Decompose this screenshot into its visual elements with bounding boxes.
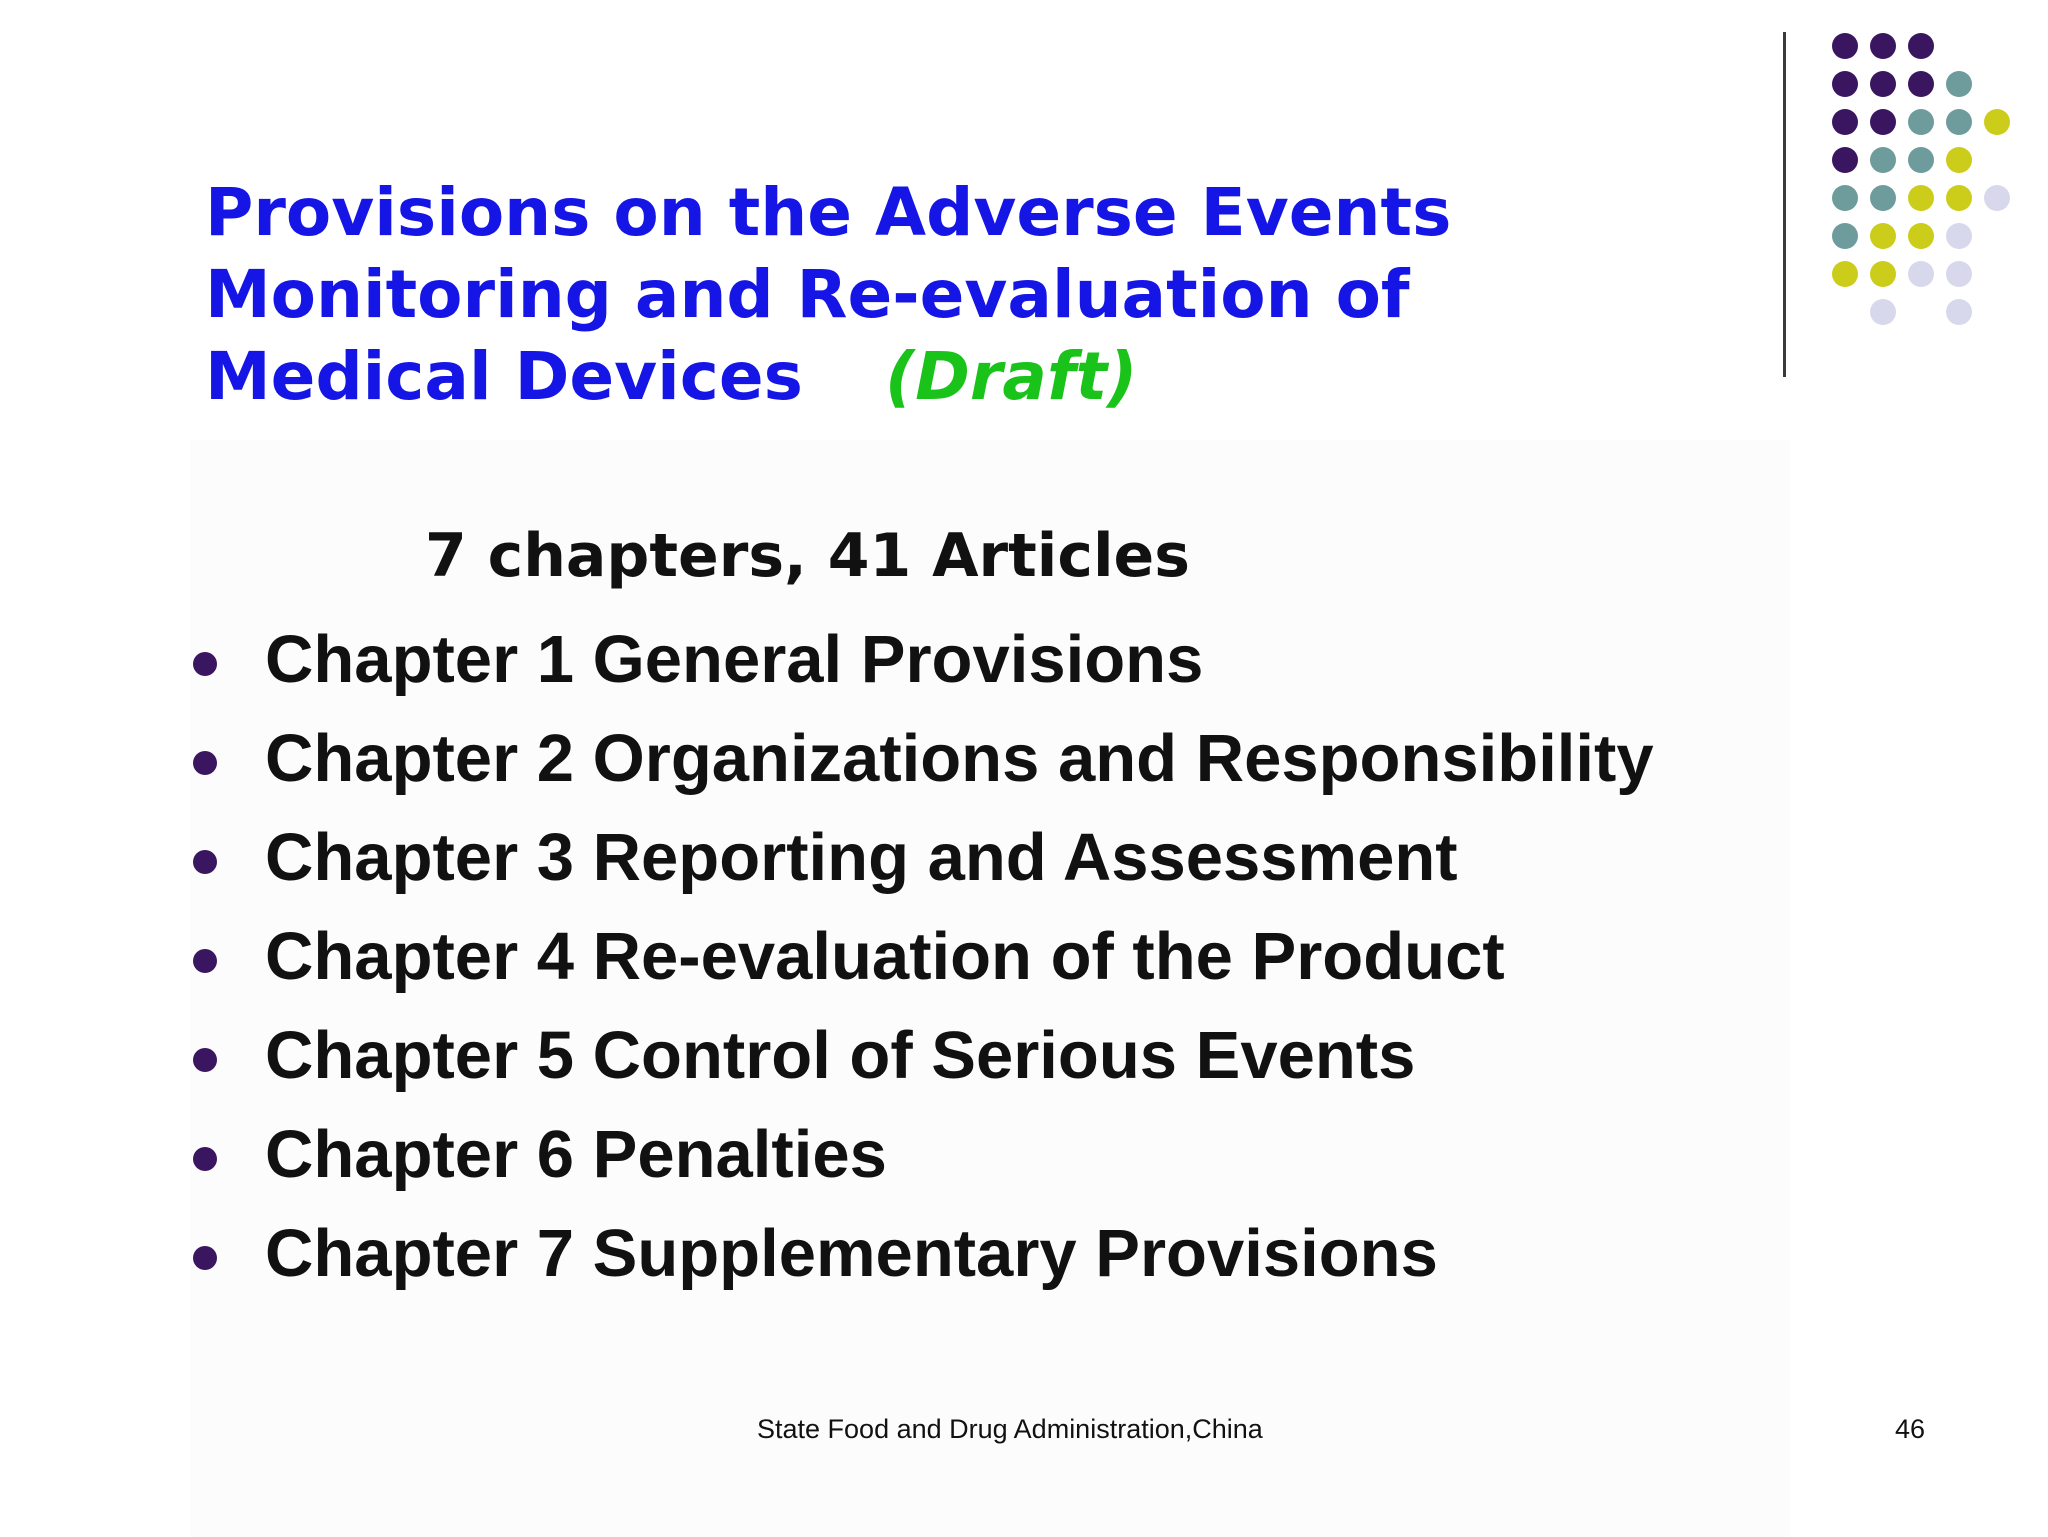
chapter-item xyxy=(0,711,1800,810)
decorative-dot xyxy=(1870,109,1896,135)
vertical-divider xyxy=(1783,32,1786,377)
decorative-dot xyxy=(1946,71,1972,97)
decorative-dot xyxy=(1870,33,1896,59)
bullet-icon xyxy=(193,949,217,973)
decorative-dot xyxy=(1832,261,1858,287)
chapter-text: Chapter 6 Penalties xyxy=(265,1117,887,1192)
chapter-text: Chapter 2 Organizations and Responsibility xyxy=(265,721,1654,796)
decorative-dot xyxy=(1908,261,1934,287)
decorative-dot xyxy=(1946,223,1972,249)
decorative-dot xyxy=(1870,185,1896,211)
decorative-dot xyxy=(1946,147,1972,173)
bullet-icon xyxy=(193,850,217,874)
draft-label: (Draft) xyxy=(884,338,1138,415)
slide-title xyxy=(205,172,1555,418)
decorative-dot xyxy=(1984,109,2010,135)
decorative-dot xyxy=(1908,33,1934,59)
decorative-dot xyxy=(1946,185,1972,211)
slide-footer: State Food and Drug Administration,China xyxy=(757,1414,1263,1444)
chapter-text: Chapter 4 Re-evaluation of the Product xyxy=(265,919,1505,994)
decorative-dot xyxy=(1870,223,1896,249)
chapter-text: Chapter 7 Supplementary Provisions xyxy=(265,1216,1438,1291)
decorative-dot xyxy=(1832,185,1858,211)
decorative-dot xyxy=(1832,109,1858,135)
chapter-list xyxy=(0,612,1800,1305)
decorative-dot xyxy=(1908,185,1934,211)
chapter-text: Chapter 1 General Provisions xyxy=(265,622,1204,697)
decorative-dot xyxy=(1908,71,1934,97)
bullet-icon xyxy=(193,652,217,676)
decorative-dot xyxy=(1946,299,1972,325)
decorative-dot xyxy=(1908,147,1934,173)
decorative-dot xyxy=(1832,147,1858,173)
bullet-icon xyxy=(193,1048,217,1072)
bullet-icon xyxy=(193,751,217,775)
title-text: Provisions on the Adverse Events Monitoring and Re-evaluation of Medical Devices xyxy=(205,174,1452,415)
decorative-dot xyxy=(1870,261,1896,287)
chapter-item xyxy=(0,1107,1800,1206)
decorative-dot xyxy=(1870,147,1896,173)
chapter-item xyxy=(0,810,1800,909)
decorative-dot xyxy=(1908,109,1934,135)
chapter-item xyxy=(0,612,1800,711)
chapter-item xyxy=(0,1206,1800,1305)
decorative-dot xyxy=(1832,33,1858,59)
page-number: 46 xyxy=(1895,1414,1926,1444)
chapter-text: Chapter 5 Control of Serious Events xyxy=(265,1018,1416,1093)
decorative-dot xyxy=(1984,185,2010,211)
decorative-dot xyxy=(1832,223,1858,249)
decorative-dot xyxy=(1832,71,1858,97)
chapter-summary: 7 chapters, 41 Articles xyxy=(425,521,1190,591)
decorative-dot xyxy=(1946,261,1972,287)
decorative-dot xyxy=(1946,109,1972,135)
chapter-item xyxy=(0,1008,1800,1107)
decorative-dot xyxy=(1870,299,1896,325)
chapter-text: Chapter 3 Reporting and Assessment xyxy=(265,820,1458,895)
bullet-icon xyxy=(193,1147,217,1171)
chapter-item xyxy=(0,909,1800,1008)
decorative-dot xyxy=(1908,223,1934,249)
decorative-dot xyxy=(1870,71,1896,97)
bullet-icon xyxy=(193,1246,217,1270)
